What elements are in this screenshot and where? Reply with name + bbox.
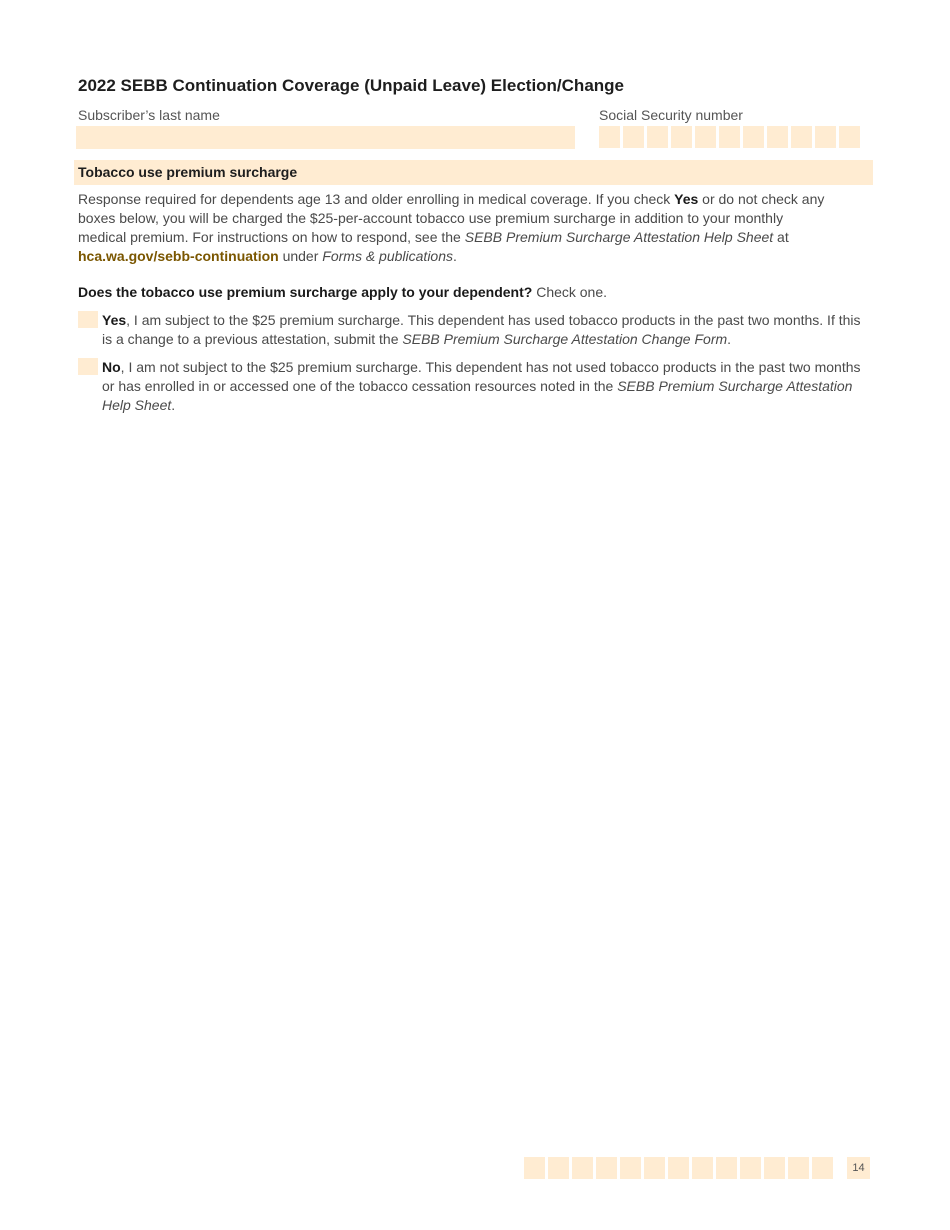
footer-box — [548, 1157, 569, 1179]
ssn-digit-7[interactable] — [743, 126, 764, 148]
page-number: 14 — [847, 1157, 870, 1179]
ssn-field — [599, 126, 860, 148]
ssn-digit-11[interactable] — [839, 126, 860, 148]
yes-checkbox[interactable] — [78, 311, 98, 328]
ssn-digit-5[interactable] — [695, 126, 716, 148]
section-header-bar — [74, 160, 873, 185]
ssn-label: Social Security number — [599, 107, 743, 123]
last-name-label: Subscriber’s last name — [78, 107, 220, 123]
intro-text: Response required for dependents age 13 and older enrolling in medical coverage. If you check — [78, 191, 675, 207]
footer-box — [572, 1157, 593, 1179]
ssn-digit-1[interactable] — [599, 126, 620, 148]
intro-text: or do not check any boxes below, you will be charged the $25-per-account tobacco use premium surcharge in addition to your monthly medical premium. For instructions on how to respond, see the — [78, 191, 825, 245]
form-title: 2022 SEBB Continuation Coverage (Unpaid Leave) Election/Change — [78, 76, 624, 95]
yes-option-text — [102, 311, 874, 349]
no-end: . — [171, 397, 176, 413]
last-name-field[interactable] — [76, 126, 575, 149]
intro-text: at — [773, 229, 789, 245]
forms-publications-location: Forms & publications — [322, 248, 453, 264]
ssn-digit-3[interactable] — [647, 126, 668, 148]
footer-box — [812, 1157, 833, 1179]
no-label: No — [102, 359, 121, 375]
footer-box — [740, 1157, 761, 1179]
question-text: Does the tobacco use premium surcharge apply to your dependent? — [78, 284, 533, 300]
footer-box — [764, 1157, 785, 1179]
instructions-paragraph — [78, 190, 830, 266]
sebb-continuation-link[interactable]: hca.wa.gov/sebb-continuation — [78, 248, 279, 264]
footer-box — [620, 1157, 641, 1179]
intro-text: . — [453, 248, 457, 264]
footer-box — [668, 1157, 689, 1179]
ssn-digit-2[interactable] — [623, 126, 644, 148]
option-yes — [78, 311, 874, 349]
no-option-text — [102, 358, 874, 415]
option-no — [78, 358, 874, 415]
footer-box — [692, 1157, 713, 1179]
footer-box — [788, 1157, 809, 1179]
change-form-title: SEBB Premium Surcharge Attestation Change Form — [402, 331, 728, 347]
ssn-digit-8[interactable] — [767, 126, 788, 148]
intro-text: under — [278, 248, 323, 264]
ssn-digit-6[interactable] — [719, 126, 740, 148]
intro-yes-keyword: Yes — [674, 191, 699, 207]
surcharge-question — [78, 284, 607, 300]
footer-tracking-boxes — [524, 1157, 833, 1179]
question-instruction: Check one. — [532, 284, 608, 300]
ssn-digit-4[interactable] — [671, 126, 692, 148]
footer-box — [596, 1157, 617, 1179]
footer-box — [716, 1157, 737, 1179]
yes-label: Yes — [102, 312, 127, 328]
ssn-digit-9[interactable] — [791, 126, 812, 148]
yes-description: , I am subject to the $25 premium surcharge. This dependent has used tobacco products in the past two months. If this is a change to a previous attestation, submit the — [102, 312, 861, 347]
no-checkbox[interactable] — [78, 358, 98, 375]
no-description: , I am not subject to the $25 premium surcharge. This dependent has not used tobacco products in the past two months or has enrolled in or accessed one of the tobacco cessation resources noted in the — [102, 359, 861, 394]
ssn-digit-10[interactable] — [815, 126, 836, 148]
footer-box — [644, 1157, 665, 1179]
footer-box — [524, 1157, 545, 1179]
yes-end: . — [727, 331, 732, 347]
help-sheet-title: SEBB Premium Surcharge Attestation Help Sheet — [464, 229, 774, 245]
help-sheet-title: SEBB Premium Surcharge Attestation Help Sheet — [102, 378, 853, 413]
section-title: Tobacco use premium surcharge — [78, 164, 298, 180]
